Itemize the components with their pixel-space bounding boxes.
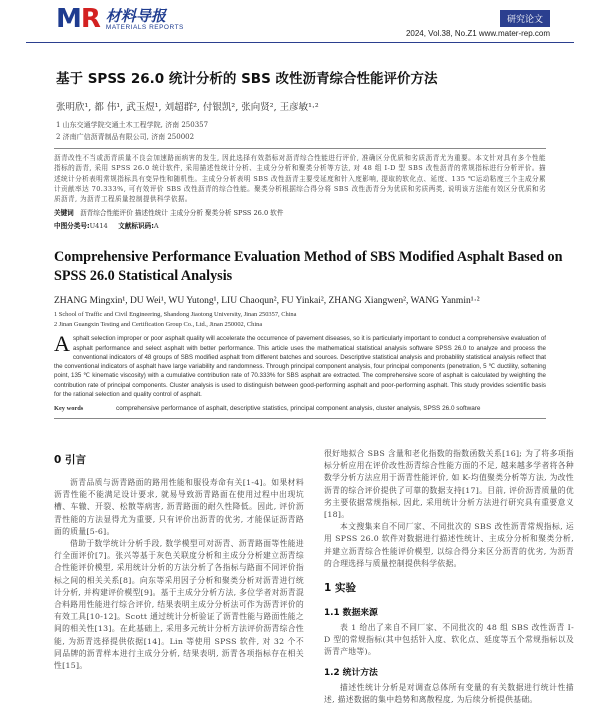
journal-logo bbox=[56, 6, 184, 32]
cn-title: 基于 SPSS 26.0 统计分析的 SBS 改性沥青综合性能评价方法 bbox=[56, 71, 438, 87]
cn-affiliations bbox=[56, 119, 574, 143]
paragraph: 沥青品质与沥青路面的路用性能和服役寿命有关[1-4]。如果材料沥青性能不能满足设计要求, 就易导致沥青路面在使用过程中出现坑槽、车辙、开裂、松散等病害, 沥青路面的耐久性降低。因此, 评价沥青性能的方法显得尤为重要, 只有评价出沥青的优劣, 才能保证沥青路面的质量[5-6]。 bbox=[54, 478, 304, 536]
cn-classification: 中图分类号:U414 文献标识码:A bbox=[54, 222, 159, 231]
divider bbox=[54, 148, 546, 149]
subsection-heading: 1.2 统计方法 bbox=[324, 667, 378, 678]
logo-cn: 材料导报 bbox=[105, 6, 166, 25]
issue-info: 2024, Vol.38, No.Z1 www.mater-rep.com bbox=[405, 29, 550, 38]
article-type-badge: 研究论文 bbox=[500, 10, 550, 27]
en-affil-1: 1 School of Traffic and Civil Engineering, Shandong Jiaotong University, Jinan 250357, China bbox=[54, 311, 297, 319]
cn-affil-1: 1 山东交通学院交通土木工程学院, 济南 250357 bbox=[56, 121, 209, 129]
paragraph: 借助于数学统计分析手段, 数学模型可对沥青、沥青路面等性能进行全面评价[7]。张兴等基于灰色关联度分析和主成分分析建立沥青综合性能评价模型, 采用统计分析的方法分析了各指标与路面不同评价指标之间的相关关系[8]。向东等采用因子分析和聚类分析对沥青进行统计分析, 并构建评价模型[9]。基于主成分分析方法, 多位学者对沥青混合料路用性能进行综合评价, 结果表明主成分分析法可作为沥青评价的有效工具[10-12]。Scott 通过统计分析验证了沥青性能与路面性能之间的相关性[13]。在此基础上, 采用多元统计分析方法评价沥青综合性能, 为沥青选择提供依据[14]。Lin 等使用 SPSS 软件, 对 32 个不同品牌的沥青样本进行主成分分析, 结果表明, 沥青各项指标存在相关性[15]。 bbox=[54, 539, 304, 671]
logo-mark: MR bbox=[56, 4, 100, 34]
en-abstract: Asphalt selection improper or poor asphalt quality will accelerate the occurrence of pavement diseases, so it is particularly important to conduct a comprehensive evaluation of asphalt performance and select asphalt with better performance. This article uses the mathematical statistical analysis software SPSS 26.0 to analyze and process the conventional indicators of 48 groups of SBS modified asphalt from different batches and sources. Descriptive statistical analysis and probability statistical analysis reflect that the conventional indicators of asphalt have large variability and randomness. Through principal component analysis, four principal components (penetration, 5 ℃ ductility, softening point, 135 ℃ kinematic viscosity) with a cumulative contribution rate of 70.333% for SBS asphalt are extracted. The comprehensive score of asphalt is calculated by weighting the contribution rate of principal components. Cluster analysis is used to distinguish between good-performing asphalt and poor-performing asphalt. This study provides scientific basis for the rational selection and quality control of asphalt. bbox=[54, 331, 546, 398]
cn-keywords: 关键词 沥青综合性能评价 描述性统计 主成分分析 聚类分析 SPSS 26.0 软件 bbox=[54, 209, 284, 218]
subsection-heading: 1.1 数据来源 bbox=[324, 608, 378, 619]
en-authors: ZHANG Mingxin¹, DU Wei¹, WU Yutong¹, LIU Chaoqun², FU Yinkai², ZHANG Xiangwen², WANG Yanmin¹·² bbox=[54, 296, 480, 307]
paragraph: 很好地拟合 SBS 含量和老化指数的指数函数关系[16]; 为了将多项指标分析应用在评价改性沥青综合性能方面的不足, 越来越多学者将各种数学分析方法应用于沥青性能评价, 如 K-均值聚类分析等方法, 为改性沥青的综合评价提供了可靠的数据支持[17]。目前, 评价沥青质量的优劣主要依据常规指标, 因此, 采用统计分析方法进行研究具有重要意义[18]。 bbox=[324, 449, 574, 520]
section-heading: 1 实验 bbox=[324, 582, 356, 595]
section-heading: 0 引言 bbox=[54, 454, 86, 466]
cn-affil-2: 2 济南广信沥青制品有限公司, 济南 250002 bbox=[56, 133, 195, 141]
dropcap: A bbox=[54, 331, 70, 357]
journal-header bbox=[26, 0, 574, 43]
cn-authors: 张明欣¹, 都 伟¹, 武玉煜¹, 刘超群², 付银凯², 张向贤², 王彦敏¹·² bbox=[56, 102, 319, 113]
cn-abstract: 沥青改性不当或沥青质量不良会加速路面病害的发生, 因此选择有效指标对沥青综合性能进行评价, 准确区分优质和劣质沥青尤为重要。本文针对具有多个性能指标的沥青, 采用 SPSS 26.0 统计软件, 采用描述性统计分析、主成分分析和聚类分析等方法, 对 48 组 I-D 型 SBS 改性沥青的常规指标进行分析评价。描述统计分析表明常规指标具有变异性和随机性。主成分分析表明 SBS 改性沥青主要受延度和针入度影响, 提取的软化点、延度、135 ℃运动粘度三个主成分累计贡献率达 70.333%, 可有效评价 SBS 改性沥青的综合性能。聚类分析根据综合得分将 SBS 改性沥青分为优质和劣质两类, 说明该方法能有效区分优质和劣质沥青, 为沥青工程质量控制提供科学依据。 bbox=[54, 154, 546, 204]
paragraph: 本文搜集来自不同厂家、不同批次的 SBS 改性沥青常规指标, 运用 SPSS 26.0 软件对数据进行描述性统计、主成分分析和聚类分析, 并建立沥青综合性能评价模型, 以综合得分来区分沥青的优劣, 为沥青的合理选择与质量控制提供科学依据。 bbox=[324, 522, 574, 568]
body-columns bbox=[54, 448, 574, 706]
right-column bbox=[324, 448, 574, 706]
logo-en: MATERIALS REPORTS bbox=[105, 23, 184, 31]
paragraph: 描述性统计分析是对调查总体所有变量的有关数据进行统计性描述, 描述数据的集中趋势和离散程度, 为后续分析提供基础。 bbox=[324, 682, 574, 704]
left-column bbox=[54, 448, 304, 706]
paragraph: 表 1 给出了来自不同厂家、不同批次的 48 组 SBS 改性沥青 I-D 型的常规指标(其中包括针入度、软化点、延度等五个常规指标以及沥青产地等)。 bbox=[324, 623, 574, 657]
en-title: Comprehensive Performance Evaluation Method of SBS Modified Asphalt Based on SPSS 26.0 Statistical Analysis bbox=[54, 249, 563, 285]
en-keywords: Key words comprehensive performance of asphalt, descriptive statistics, principal component analysis, cluster analysis, SPSS 26.0 software bbox=[54, 404, 481, 412]
en-affil-2: 2 Jinan Guangxin Testing and Certification Group Co., Ltd., Jinan 250002, China bbox=[54, 321, 263, 329]
en-affiliations bbox=[54, 310, 574, 330]
divider bbox=[54, 418, 546, 419]
